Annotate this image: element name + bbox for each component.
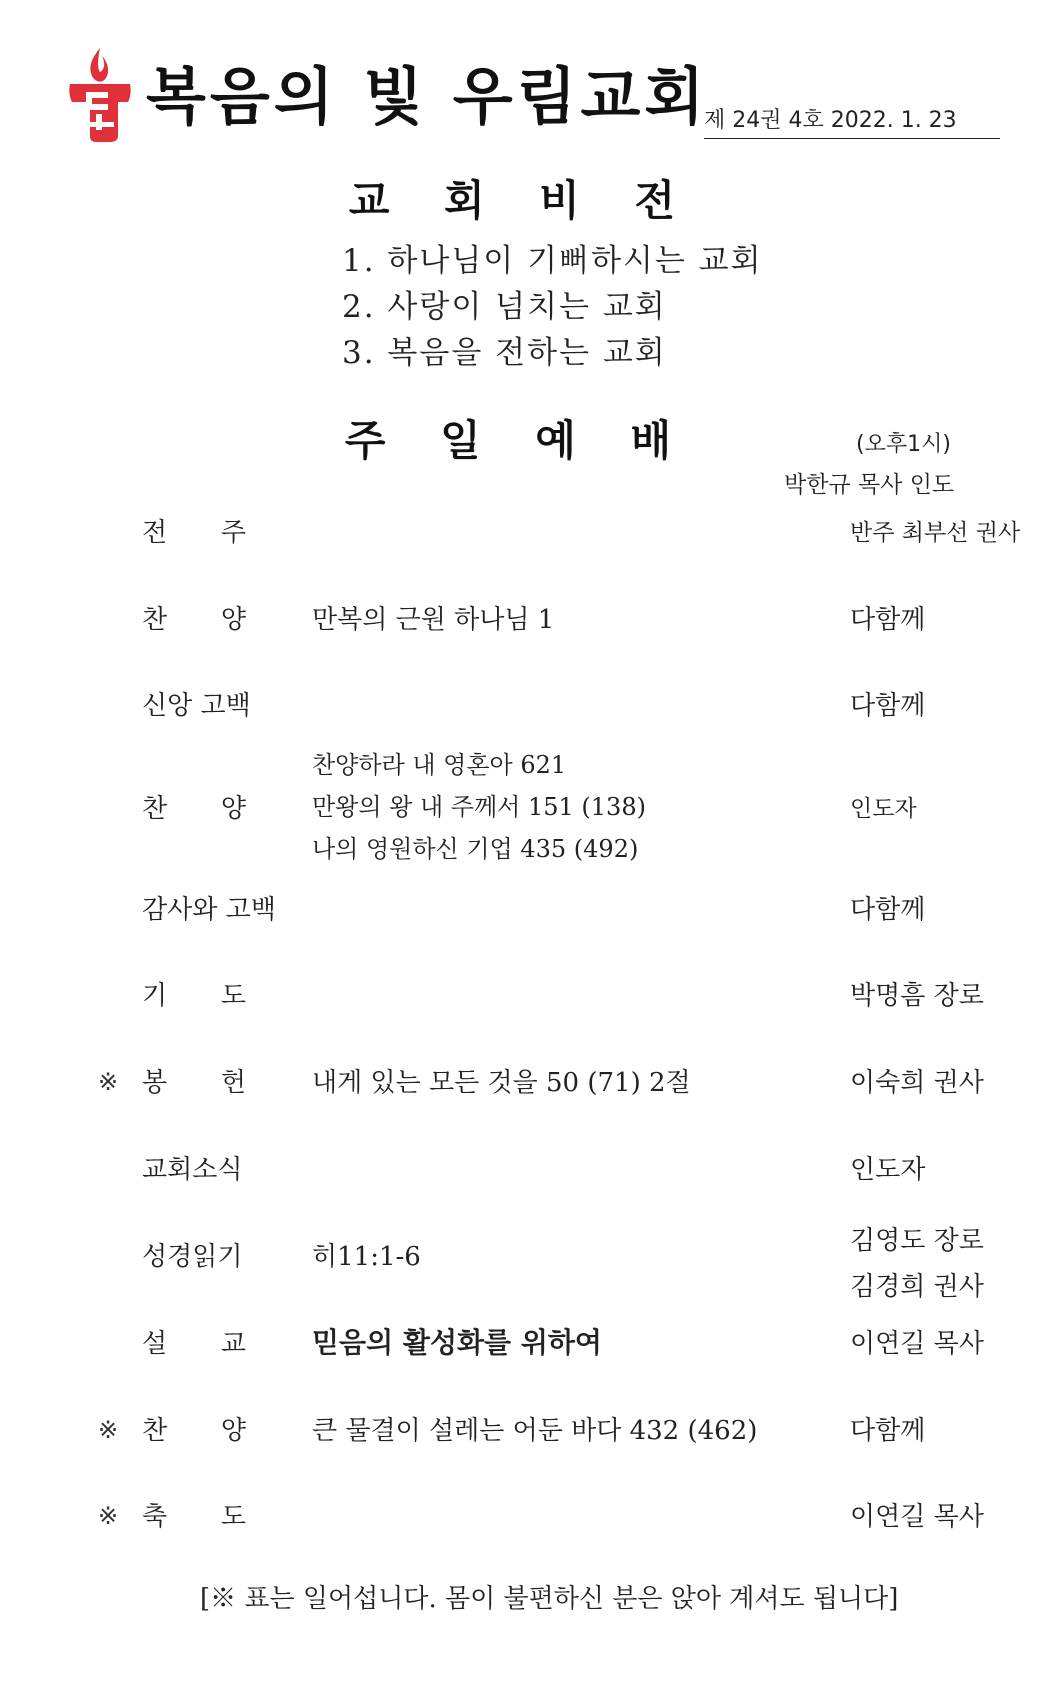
standing-mark: ※ xyxy=(98,1068,119,1096)
vision-list xyxy=(342,238,763,376)
worship-title: 주 일 예 배 xyxy=(344,416,692,465)
order-label: 감사와 고백 xyxy=(142,895,276,925)
order-label: 축 도 xyxy=(142,1502,246,1532)
order-person: 다함께 xyxy=(850,691,926,721)
vision-item: 2. 사랑이 넘치는 교회 xyxy=(342,289,667,325)
footer-note: [※ 표는 일어섭니다. 몸이 불편하신 분은 앉아 계셔도 됩니다] xyxy=(200,1584,899,1614)
order-person-line: 김영도 장로 xyxy=(850,1226,984,1256)
worship-leader: 박한규 목사 인도 xyxy=(784,472,955,498)
order-person: 반주 최부선 권사 xyxy=(850,520,1021,546)
order-person: 다함께 xyxy=(850,605,926,635)
order-label: 기 도 xyxy=(142,981,246,1011)
order-label: 성경읽기 xyxy=(142,1242,243,1272)
order-person: 이연길 목사 xyxy=(850,1502,984,1532)
order-label: 교회소식 xyxy=(142,1155,243,1185)
order-person: 인도자 xyxy=(850,1155,926,1185)
order-content-line: 찬양하라 내 영혼아 621 xyxy=(312,751,567,779)
order-content: 히11:1-6 xyxy=(312,1242,421,1272)
vision-item: 1. 하나님이 기뻐하시는 교회 xyxy=(342,243,763,279)
order-content-line: 나의 영원하신 기업 435 (492) xyxy=(312,835,639,863)
church-logo-icon xyxy=(62,44,136,144)
sermon-title: 믿음의 활성화를 위하여 xyxy=(312,1326,602,1359)
order-label: 설 교 xyxy=(142,1329,246,1359)
order-person: 다함께 xyxy=(850,895,926,925)
order-label: 찬 양 xyxy=(142,794,246,824)
church-name: 복음의 빛 우림교회 xyxy=(146,60,709,133)
order-content: 큰 물결이 설레는 어둔 바다 432 (462) xyxy=(312,1416,758,1446)
order-person: 이숙희 권사 xyxy=(850,1068,984,1098)
order-person: 인도자 xyxy=(850,796,917,822)
order-person: 다함께 xyxy=(850,1416,926,1446)
order-label: 찬 양 xyxy=(142,605,246,635)
issue-info: 제 24권 4호 2022. 1. 23 xyxy=(704,108,957,133)
order-label: 전 주 xyxy=(142,518,246,548)
order-person-list xyxy=(850,1218,984,1310)
order-person: 이연길 목사 xyxy=(850,1329,984,1359)
issue-underline xyxy=(704,138,1000,139)
standing-mark: ※ xyxy=(98,1502,119,1530)
order-content: 내게 있는 모든 것을 50 (71) 2절 xyxy=(312,1068,691,1098)
order-person-line: 김경희 권사 xyxy=(850,1272,984,1302)
order-content-line: 만왕의 왕 내 주께서 151 (138) xyxy=(312,793,646,821)
order-person: 박명흠 장로 xyxy=(850,981,984,1011)
vision-item: 3. 복음을 전하는 교회 xyxy=(342,335,667,371)
order-content: 만복의 근원 하나님 1 xyxy=(312,605,555,635)
order-label: 신앙 고백 xyxy=(142,691,251,721)
order-content-list xyxy=(312,744,646,870)
order-label: 봉 헌 xyxy=(142,1068,246,1098)
order-label: 찬 양 xyxy=(142,1416,246,1446)
vision-title: 교 회 비 전 xyxy=(348,176,696,225)
standing-mark: ※ xyxy=(98,1416,119,1444)
worship-time: (오후1시) xyxy=(856,432,951,457)
